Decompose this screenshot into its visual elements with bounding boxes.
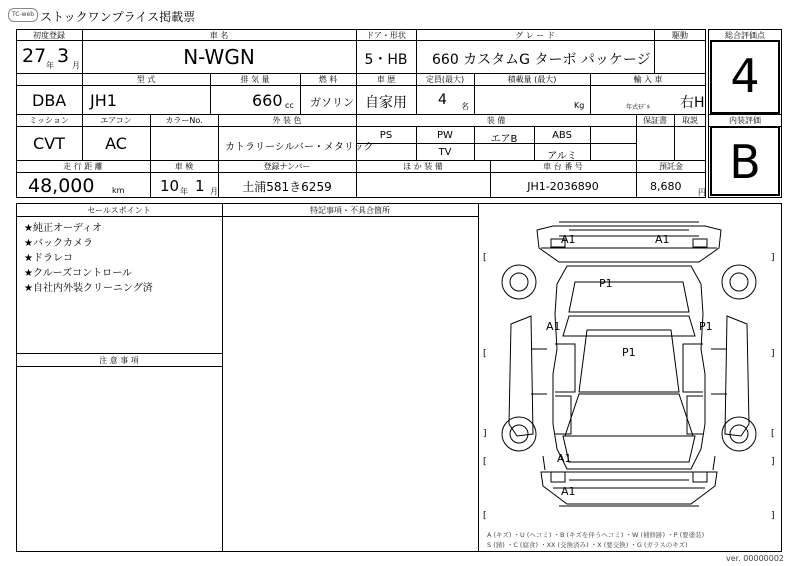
mark-left-fender: A1 xyxy=(546,320,561,333)
label-door: ドア・形状 xyxy=(366,31,406,40)
grade-value: 660 カスタムG ターボ パッケージ xyxy=(432,52,651,68)
label-drive: 駆動 xyxy=(672,31,688,40)
mark-rear-bumper: A1 xyxy=(561,485,576,498)
label-first-reg: 初度登録 xyxy=(33,31,65,40)
inspection-month-unit: 月 xyxy=(210,187,218,196)
first-reg-month: 3 xyxy=(57,45,70,67)
chassis-value: JH1-2036890 xyxy=(527,180,599,193)
label-deposit: 預託金 xyxy=(659,162,683,171)
first-reg-month-unit: 月 xyxy=(72,61,80,70)
model-prefix: DBA xyxy=(32,91,67,110)
bracket: [ xyxy=(483,253,487,263)
mark-hood: P1 xyxy=(599,277,613,290)
interior-score-value: B xyxy=(729,135,761,189)
label-mileage: 走 行 距 離 xyxy=(63,162,103,171)
mark-front-right: A1 xyxy=(655,233,670,246)
label-inspection: 車 検 xyxy=(174,162,194,171)
label-chassis: 車 台 番 号 xyxy=(543,162,583,171)
mileage-value: 48,000 xyxy=(28,175,95,197)
label-fuel: 燃 料 xyxy=(318,75,338,84)
bracket: ] xyxy=(771,457,775,467)
logo: TC-web xyxy=(8,8,38,22)
legend-line-2: S (錆) ・C (腐食) ・XX (交換済み) ・X (要交換) ・G (ガラスのキズ) xyxy=(487,541,688,549)
capacity-unit: 名 xyxy=(461,102,469,111)
bracket: [ xyxy=(483,511,487,521)
list-item: ★自社内外装クリーニング済 xyxy=(24,283,153,294)
label-caution: 注 意 事 項 xyxy=(99,356,139,365)
cc-unit: cc xyxy=(285,101,294,110)
model-value: JH1 xyxy=(90,91,117,110)
bracket: [ xyxy=(483,349,487,359)
steering-value: 右H xyxy=(680,95,705,111)
equip-airbag: エアB xyxy=(490,134,518,145)
label-overall-score: 総合評価点 xyxy=(725,31,765,40)
label-plate: 登録ナンバー xyxy=(263,162,311,171)
mission-value: CVT xyxy=(33,134,65,153)
equip-alloy: アルミ xyxy=(547,151,577,162)
vehicle-damage-diagram xyxy=(479,204,781,551)
mark-rear-left: A1 xyxy=(557,452,572,465)
displacement-value: 660 xyxy=(252,91,283,110)
mark-right-fender: P1 xyxy=(699,320,713,333)
label-import: 輸 入 車 xyxy=(633,75,663,84)
equip-abs: ABS xyxy=(552,130,572,141)
mark-front-left: A1 xyxy=(561,233,576,246)
list-item: ★バックカメラ xyxy=(24,238,93,249)
bracket: [ xyxy=(483,457,487,467)
label-manual: 取説 xyxy=(682,116,698,125)
bracket: ] xyxy=(771,349,775,359)
door-value: 5・HB xyxy=(364,52,408,68)
label-car-name: 車 名 xyxy=(209,31,229,40)
legend-line-1: A (キズ) ・U (ヘコミ) ・B (キズを伴うヘコミ) ・W (補修跡) ・P (要塗装) xyxy=(487,531,705,539)
exterior-color-value: カトラリーシルバー・メタリック xyxy=(225,142,374,153)
plate-value: 土浦581き6259 xyxy=(242,180,332,194)
label-grade: グ レ ー ド xyxy=(515,31,555,40)
label-displacement: 排 気 量 xyxy=(240,75,270,84)
inspection-year: 10 xyxy=(160,177,180,195)
sales-points-list xyxy=(24,221,153,296)
first-reg-year-unit: 年 xyxy=(46,61,54,70)
label-color-no: カラーNo. xyxy=(165,116,203,125)
deposit-unit: 円 xyxy=(698,188,706,197)
history-value: 自家用 xyxy=(365,95,407,111)
label-equipment: 装 備 xyxy=(486,116,506,125)
bracket: ] xyxy=(771,511,775,521)
bracket: [ xyxy=(771,429,775,439)
capacity-value: 4 xyxy=(438,92,447,108)
fuel-value: ガソリン xyxy=(310,96,354,109)
bracket: ] xyxy=(771,253,775,263)
top-view-outline xyxy=(553,266,705,469)
mark-roof: P1 xyxy=(622,346,636,359)
label-interior-score: 内装評価 xyxy=(729,116,761,125)
list-item: ★ドラレコ xyxy=(24,253,73,264)
aircon-value: AC xyxy=(105,134,127,153)
first-reg-year: 27 xyxy=(22,45,47,67)
load-unit: Kg xyxy=(574,101,585,110)
equip-pw: PW xyxy=(437,130,453,141)
label-capacity: 定員(最大) xyxy=(425,75,465,84)
label-exterior: 外 装 色 xyxy=(272,116,302,125)
label-history: 車 歴 xyxy=(376,75,396,84)
label-other-equipment: ほ か 装 備 xyxy=(403,162,443,171)
label-aircon: エアコン xyxy=(100,116,132,125)
label-load: 積載量 (最大) xyxy=(507,75,557,84)
car-name-value: N-WGN xyxy=(183,45,255,69)
equip-tv: TV xyxy=(438,147,452,158)
label-mission: ミッション xyxy=(29,116,69,125)
bracket: ] xyxy=(483,429,487,439)
version-label: ver. 00000002 xyxy=(726,554,785,563)
inspection-year-unit: 年 xyxy=(180,187,188,196)
import-model-label: 年式ﾓﾃﾞﾙ xyxy=(626,104,651,111)
page-title: ストックワンプライス掲載票 xyxy=(40,10,196,24)
list-item: ★クルーズコントロール xyxy=(24,268,132,279)
mileage-unit: km xyxy=(112,186,125,195)
equip-ps: PS xyxy=(379,130,393,141)
deposit-value: 8,680 xyxy=(650,180,682,193)
label-warranty: 保証書 xyxy=(643,116,667,125)
label-sales-points: セールスポイント xyxy=(87,206,151,215)
label-model: 型 式 xyxy=(136,75,156,84)
list-item: ★純正オーディオ xyxy=(24,223,103,234)
inspection-month: 1 xyxy=(195,177,205,195)
overall-score-value: 4 xyxy=(730,49,760,103)
label-notes: 特記事項・不具合箇所 xyxy=(310,206,390,215)
